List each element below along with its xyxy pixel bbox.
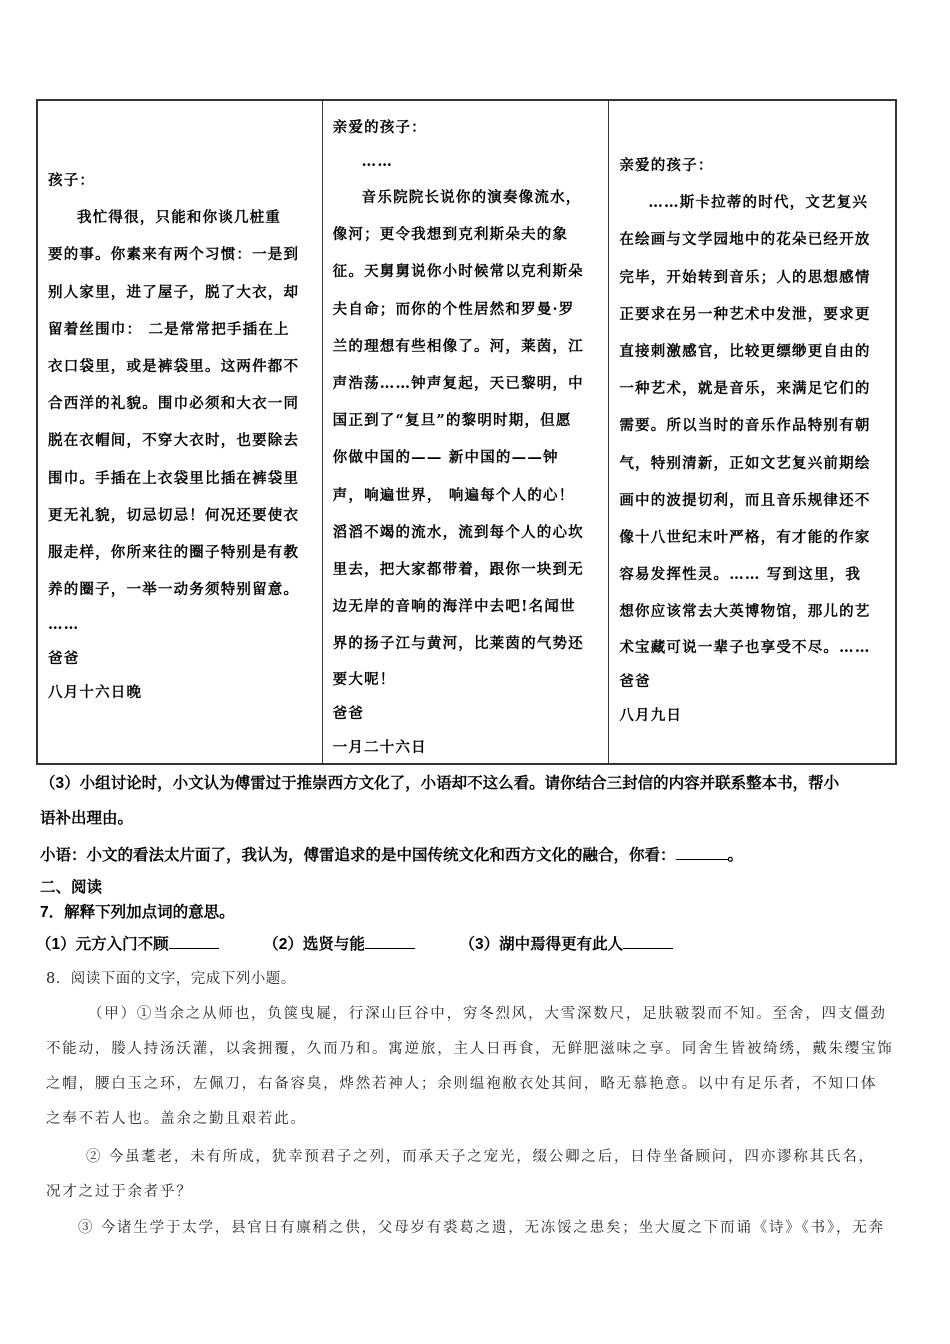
passage-line: 之帽，腰白玉之环，左佩刀，右备容臭，烨然若神人；余则缊袍敝衣处其间，略无慕艳意。以中有足乐者，不知口体 — [46, 1076, 878, 1092]
letter-line: 像河；更令我想到克利斯朵夫的象 — [332, 226, 569, 244]
letter-line: 想你应该常去大英博物馆，那儿的艺 — [619, 603, 871, 621]
letter-line: 合西洋的礼貌。围巾必须和大衣一同 — [48, 395, 300, 413]
letter-line: 你做中国的—— 新中国的——钟 — [332, 449, 559, 467]
letter-line: 术宝藏可说一辈子也享受不尽。…… — [619, 638, 871, 656]
letter-line: 在绘画与文学园地中的花朵已经开放 — [619, 231, 871, 249]
letter-line: 音乐院院长说你的演奏像流水， — [361, 189, 582, 206]
section-heading: 二、阅读 — [40, 879, 103, 896]
letter-line: 脱在衣帽间，不穿大衣时，也要除去 — [48, 432, 300, 450]
letter-line: 征。天舅舅说你小时候常以克利斯朵 — [332, 263, 584, 281]
letter-line: 兰的理想有些相像了。河，莱茵，江 — [332, 337, 584, 355]
letter-ellipsis: …… — [48, 616, 80, 634]
letter-line: 养的圈子，一举一动务须特别留意。 — [48, 581, 300, 599]
letter-line: 正要求在另一种艺术中发泄，要求更 — [619, 305, 871, 323]
letter-date: 一月二十六日 — [332, 738, 427, 756]
letter-1 — [38, 101, 322, 763]
letter-signature: 爸爸 — [332, 704, 365, 722]
passage-line: 况才之过于余者乎？ — [46, 1184, 193, 1200]
letter-line: 像十八世纪末叶严格，有才能的作家 — [619, 529, 871, 547]
question-3-prompt: （3）小组讨论时，小文认为傅雷过于推崇西方文化了，小语却不这么看。请你结合三封信的内容并联系整本书，帮小 — [40, 775, 840, 792]
letter-line: 衣口袋里，或是裤袋里。这两件都不 — [48, 358, 300, 376]
letter-line: 气，特别清新，正如文艺复兴前期绘 — [619, 454, 871, 472]
letter-date: 八月九日 — [619, 706, 683, 724]
letter-line: 直接刺激感官，比较更缥缈更自由的 — [619, 343, 871, 361]
letter-line: 里去，把大家都带着，跟你一块到无 — [332, 561, 584, 579]
question-8-title: 8．阅读下面的文字，完成下列小题。 — [46, 971, 296, 987]
letter-line: 一种艺术，就是音乐，来满足它们的 — [619, 380, 871, 398]
letter-line: 夫自命；而你的个性居然和罗曼·罗 — [332, 300, 575, 318]
letter-2 — [322, 101, 609, 763]
question-7-items — [36, 932, 673, 954]
letter-line: 国正到了“复旦”的黎明时期，但愿 — [332, 412, 572, 430]
letter-line: 我忙得很，只能和你谈几桩重 — [77, 209, 282, 227]
passage-line: ③ 今诸生学于太学，县官日有廪稍之供，父母岁有裘葛之遗，无冻馁之患矣；坐大厦之下而诵《诗》《书》，无奔 — [78, 1220, 885, 1236]
q7-blank-2[interactable] — [365, 933, 415, 950]
letter-line: 别人家里，进了屋子，脱了大衣，却 — [48, 283, 300, 301]
passage-line: ② 今虽耄老，未有所成，犹幸预君子之列，而承天子之宠光，缀公卿之后，日侍坐备顾问，四亦谬称其氏名， — [86, 1149, 875, 1165]
letter-ellipsis: …… — [361, 153, 394, 170]
q7-blank-1[interactable] — [169, 933, 219, 950]
letter-line: 需要。所以当时的音乐作品特别有朝 — [619, 417, 871, 435]
letter-salutation: 亲爱的孩子： — [332, 119, 427, 136]
passage-line: 不能动，媵人持汤沃灌，以衾拥覆，久而乃和。寓逆旅，主人日再食，无鲜肥滋味之享。同舍生皆被绮绣，戴朱缨宝饰 — [46, 1041, 894, 1057]
letter-line: 界的扬子江与黄河，比莱茵的气势还 — [332, 635, 584, 653]
passage-line: 之奉不若人也。盖余之勤且艰若此。 — [46, 1111, 307, 1127]
q7-item-3: （3）湖中焉得更有此人 — [459, 936, 624, 953]
letter-line: 滔滔不竭的流水，流到每个人的心坎 — [332, 523, 584, 541]
answer-blank[interactable] — [676, 844, 728, 861]
letter-line: 留着丝围巾： 二是常常把手插在上 — [48, 320, 290, 338]
letter-3 — [608, 101, 895, 763]
letter-line: 画中的波提切利，而且音乐规律还不 — [619, 491, 871, 509]
letter-line: ……斯卡拉蒂的时代，文艺复兴 — [648, 194, 869, 212]
letter-signature: 爸爸 — [619, 672, 651, 690]
passage-line: （甲）①当余之从师也，负箧曳屣，行深山巨谷中，穷冬烈风，大雪深数尺，足肤皲裂而不知。至舍，四支僵劲 — [88, 1006, 887, 1022]
letter-salutation: 孩子： — [48, 172, 96, 189]
letter-date: 八月十六日晚 — [48, 684, 143, 702]
answer-prefix: 小语：小文的看法太片面了，我认为，傅雷追求的是中国传统文化和西方文化的融合，你看： — [40, 847, 676, 864]
q7-item-2: （2）选贤与能 — [263, 936, 365, 953]
q7-item-1: （1）元方入门不顾 — [36, 936, 169, 953]
letter-line: 声，响遍世界， 响遍每个人的心！ — [332, 486, 575, 504]
letter-line: 围巾。手插在上衣袋里比插在裤袋里 — [48, 469, 300, 487]
letter-line: 声浩荡……钟声复起，天已黎明，中 — [332, 375, 584, 393]
question-3-answer-line — [40, 843, 743, 865]
letter-signature: 爸爸 — [48, 650, 80, 668]
question-7-title: 7．解释下列加点词的意思。 — [40, 904, 235, 921]
letter-line: 更无礼貌，切忌切忌！何况还要使衣 — [48, 506, 300, 524]
letters-table — [36, 99, 897, 765]
q7-blank-3[interactable] — [623, 933, 673, 950]
letter-line: 要的事。你素来有两个习惯：一是到 — [48, 246, 300, 264]
letter-line: 完毕，开始转到音乐；人的思想感情 — [619, 268, 871, 286]
letter-line: 要大呢！ — [332, 670, 396, 688]
letter-line: 服走样，你所来往的圈子特别是有教 — [48, 544, 300, 562]
answer-suffix: 。 — [727, 847, 744, 864]
letter-line: 容易发挥性灵。…… 写到这里，我 — [619, 566, 862, 584]
letter-line: 边无岸的音响的海洋中去吧!名闻世 — [332, 598, 576, 616]
letter-salutation: 亲爱的孩子： — [619, 157, 714, 174]
question-3-prompt-cont: 语补出理由。 — [40, 810, 134, 827]
